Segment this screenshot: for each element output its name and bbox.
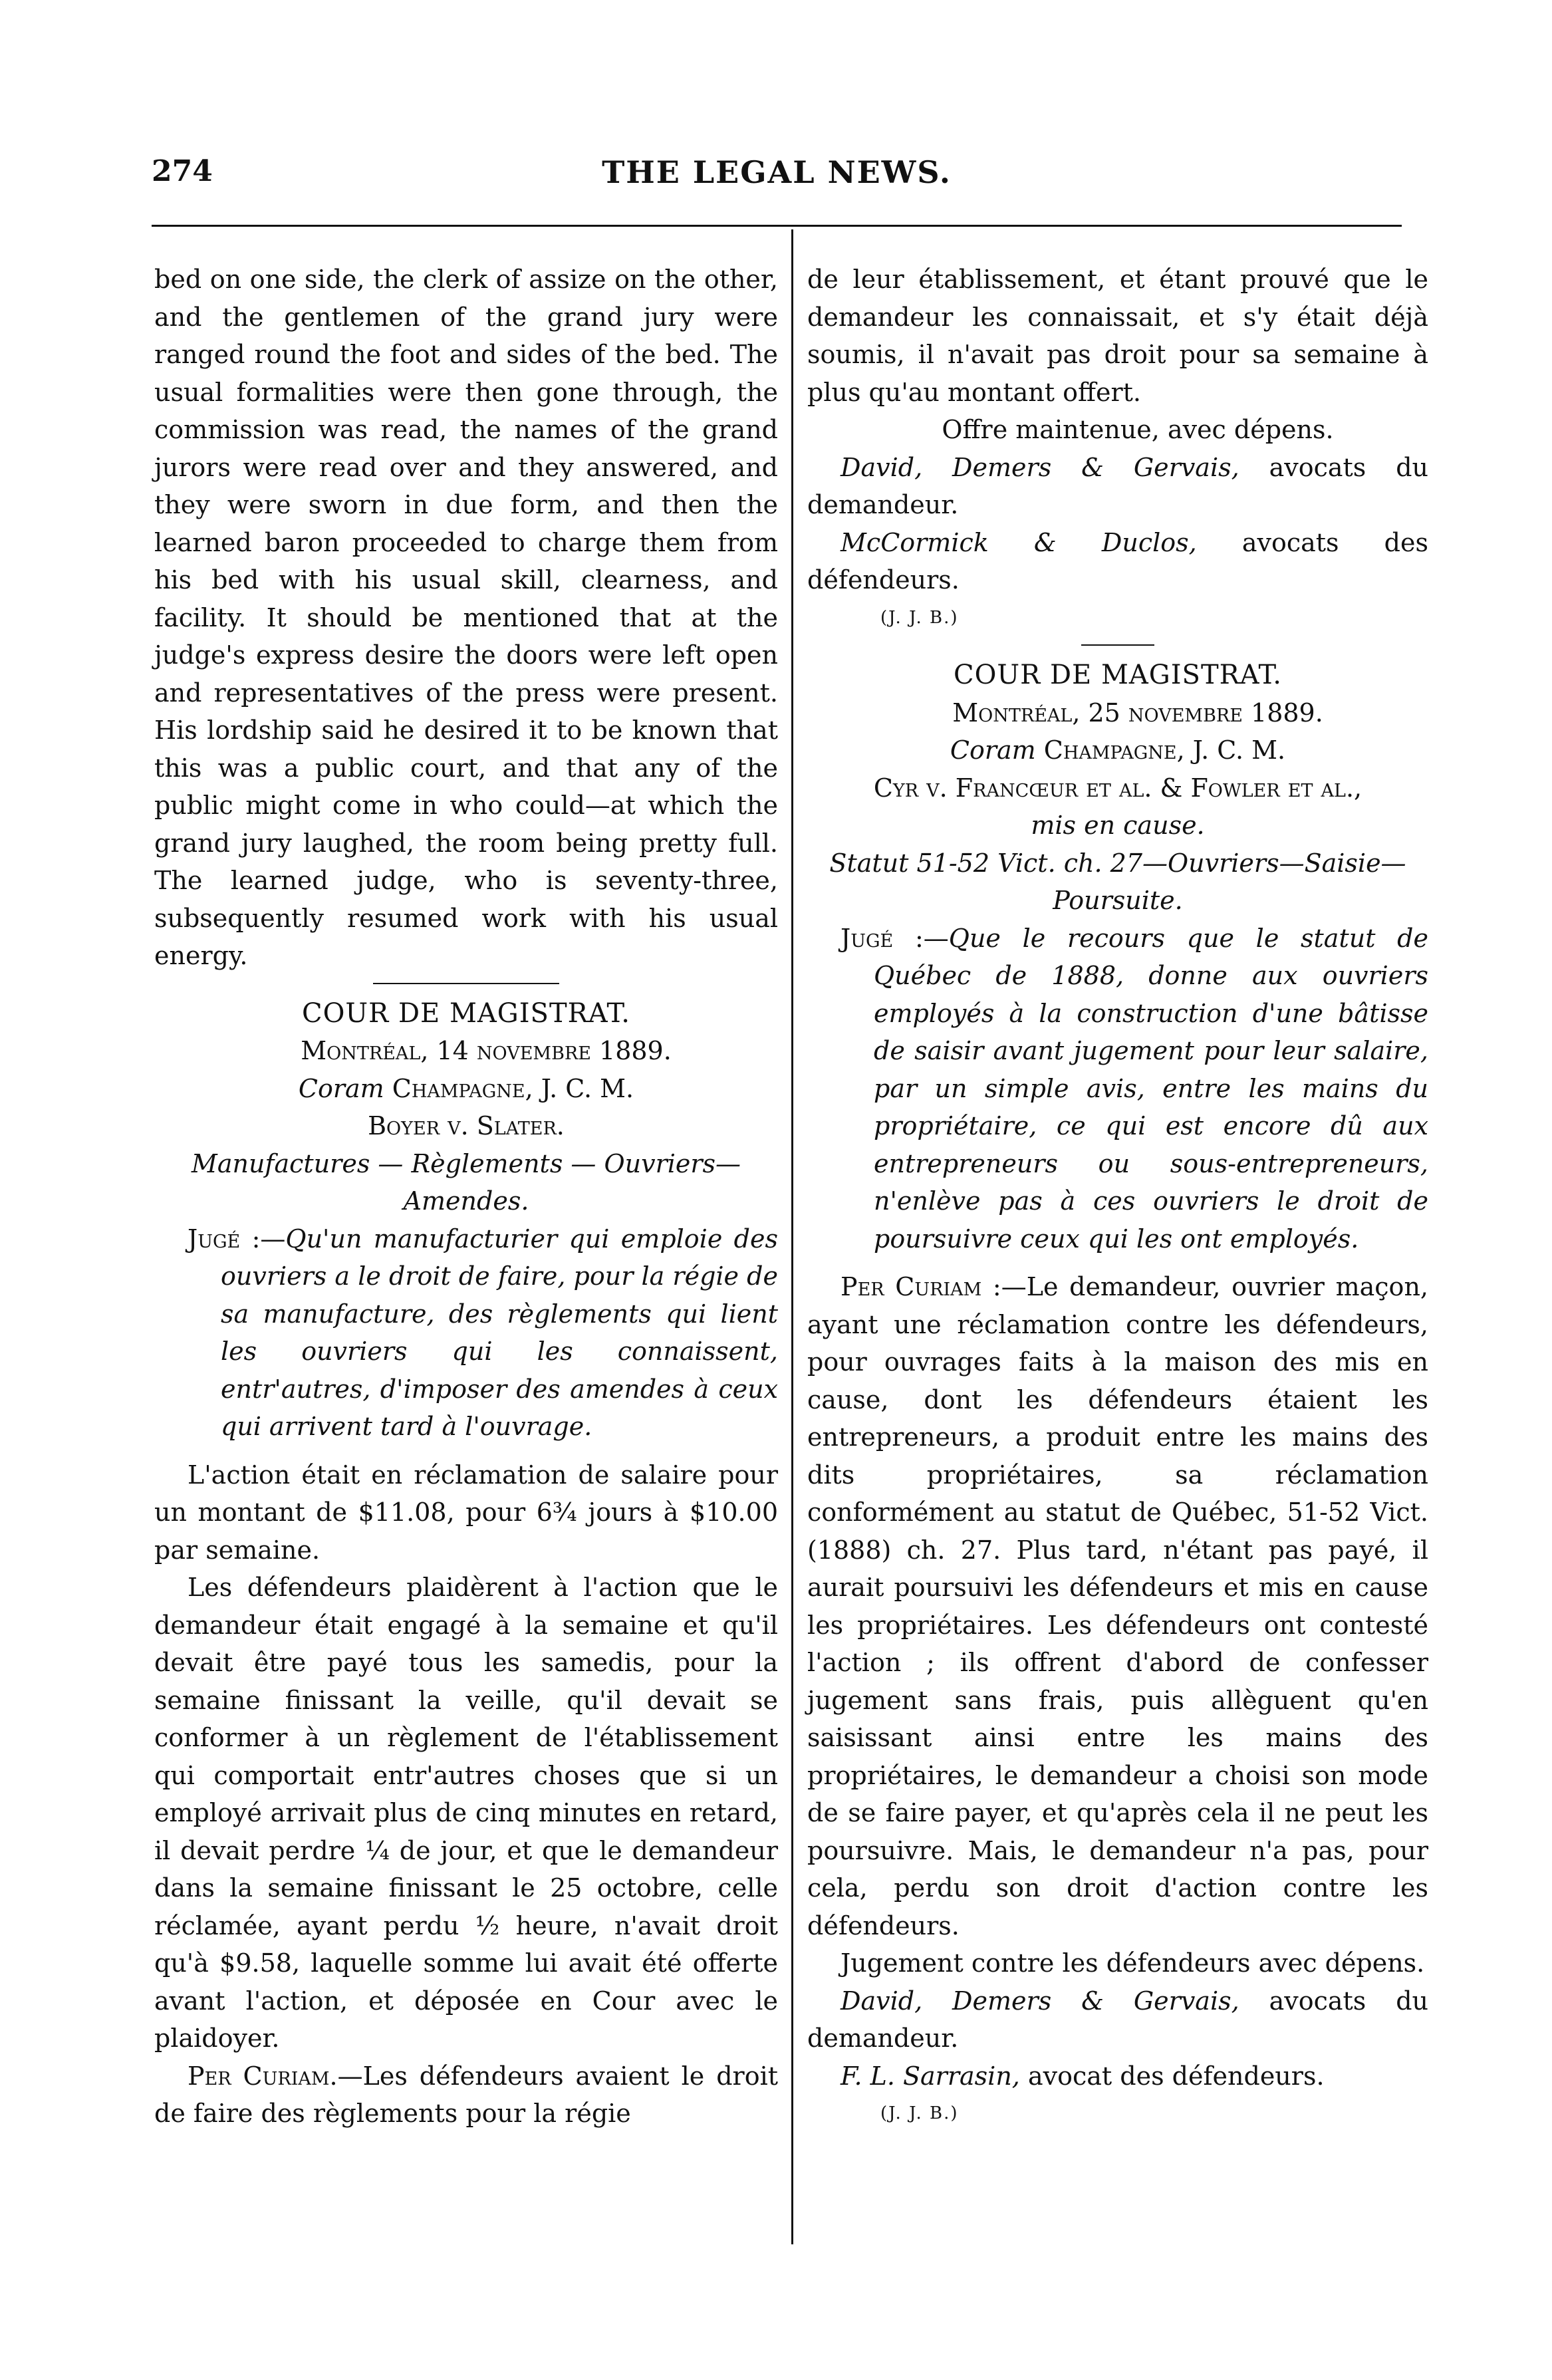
judgment-line: Jugement contre les défendeurs avec dépens. [841,1948,1425,1978]
per-curiam-text: —Les défendeurs avaient le droit de faire des règlements pour la régie [154,2061,779,2128]
header-rule [152,225,1402,227]
coram-line [807,731,1428,769]
paragraph-action: L'action était en réclamation de salaire pour un montant de $11.08, pour 6¾ jours à $10.00 par semaine. [154,1460,778,1565]
page-header [152,154,1402,201]
attorneys-defendants [807,524,1428,599]
coram-prefix: Coram [950,735,1036,765]
case-parties: Boyer v. Slater. [368,1111,565,1140]
case-place-date: Montréal, 25 novembre 1889. [952,698,1323,727]
reporter-initials: (J. J. B.) [880,607,959,628]
spacer [807,1257,1428,1268]
reporter-initials: (J. J. B.) [880,2103,959,2123]
section-separator [373,983,559,984]
attorney-name: F. L. Sarrasin, [841,2061,1020,2091]
attorney-name: McCormick & Duclos, [841,527,1197,557]
case-parties: Cyr v. Francœur et al. & Fowler et al., [873,773,1362,803]
paragraph-continuation: de leur établissement, et étant prouvé que le demandeur les connaissait, et s'y était déjà soumis, il n'avait pas droit pour sa semaine à plus qu'au montant offert. [807,265,1428,407]
holding-text: Que le recours que le statut de Québec de 1888, donne aux ouvriers employés à la construction d'une bâtisse de saisir avant jugement pour leur salaire, par un simple avis, entre les mains du propriétaire, ce qui est encore dû aux entrepreneurs ou sous-entrepreneurs, n'enlève pas à ces ouvriers le droit de poursuivre ceux qui les ont employés. [874,923,1428,1254]
juge-label: Jugé :— [188,1224,286,1254]
attorneys-defendants [807,2057,1428,2095]
attorneys-plaintiff [807,449,1428,524]
right-column [807,261,1428,2133]
case-holding [807,920,1428,1258]
per-curiam-label: Per Curiam. [188,2061,338,2091]
attorney-name: David, Demers & Gervais, [841,452,1239,482]
attorney-name: David, Demers & Gervais, [841,1986,1239,2016]
coram-judge: Champagne, J. C. M. [1043,735,1286,765]
page-number: 274 [152,154,213,188]
left-column [154,261,778,2133]
holding-text: Qu'un manufacturier qui emploie des ouvriers a le droit de faire, pour la régie de sa manufacture, des règlements qui lient les ouvriers qui les connaissent, entr'autres, d'imposer des amendes à ceux qui arrivent tard à l'ouvrage. [221,1224,778,1441]
case-subject: Statut 51-52 Vict. ch. 27—Ouvriers—Saisie—Poursuite. [829,848,1406,915]
column-divider [791,229,793,2244]
juge-label: Jugé :— [841,923,949,953]
per-curiam-text: :—Le demandeur, ouvrier maçon, ayant une réclamation contre les défendeurs, pour ouvrages faits à la maison des mis en cause, dont les défendeurs étaient les entrepreneurs, a produit entre les mains des dits propriétaires, sa réclamation conformément au statut de Québec, 51-52 Vict. (1888) ch. 27. Plus tard, n'étant pas payé, il aurait poursuivi les défendeurs et mis en cause les propriétaires. Les défendeurs ont contesté l'action ; ils offrent d'abord de confesser jugement sans frais, puis allèguent qu'en saisissant ainsi entre les mains des propriétaires, le demandeur a choisi son mode de se faire payer, et qu'après cela il ne peut les poursuivre. Mais, le demandeur n'a pas, pour cela, perdu son droit d'action contre les défendeurs. [807,1272,1428,1940]
attorney-role: avocat des défendeurs. [1019,2061,1325,2091]
attorneys-plaintiff [807,1982,1428,2057]
paragraph-assize-continuation: bed on one side, the clerk of assize on the other, and the gentlemen of the grand jury were ranged round the foot and sides of the bed. The usual formalities were then gone through, the commission was read, the names of the grand jurors were read over and they answered, and they were sworn in due form, and then the learned baron proceeded to charge them from his bed with his usual skill, clearness, and facility. It should be mentioned that at the judge's express desire the doors were left open and representatives of the press were present. His lordship said he desired it to be known that this was a public court, and that any of the public might come in who could—at which the grand jury laughed, the room being pretty full. The learned judge, who is seventy-three, subsequently resumed work with his usual energy. [154,265,778,970]
attorney-role: avocats des défendeurs. [807,527,1428,595]
coram-prefix: Coram [298,1073,384,1103]
attorney-role: avocats du demandeur. [807,1986,1428,2053]
paragraph-per-curiam [807,1268,1428,1944]
paragraph-per-curiam [154,2057,778,2133]
coram-line [154,1070,778,1108]
paragraph-plea: Les défendeurs plaidèrent à l'action que le demandeur était engagé à la semaine et qu'il devait être payé tous les samedis, pour la semaine finissant la veille, qu'il devait se conformer à un règlement de l'établissement qui comportait entr'autres choses que si un employé arrivait plus de cinq minutes en retard, il devait perdre ¼ de jour, et que le demandeur dans la semaine finissant le 25 octobre, celle réclamée, ayant perdu ½ heure, n'avait droit qu'à $9.58, laquelle somme lui avait été offerte avant l'action, et déposée en Cour avec le plaidoyer. [154,1573,778,2053]
case-subject: Manufactures — Règlements — Ouvriers—Amendes. [191,1148,741,1216]
per-curiam-label: Per Curiam [841,1272,982,1301]
section-separator [1081,644,1154,646]
spacer [154,1446,778,1456]
judgment-line: Offre maintenue, avec dépens. [942,415,1334,444]
journal-title: THE LEGAL NEWS. [602,154,952,190]
coram-judge: Champagne, J. C. M. [392,1073,634,1103]
case-place-date: Montréal, 14 novembre 1889. [301,1036,672,1065]
case-holding [154,1220,778,1446]
case-parties-cont: mis en cause. [1031,811,1205,840]
attorney-role: avocats du demandeur. [807,452,1428,519]
case-heading: COUR DE MAGISTRAT. [954,660,1282,690]
case-heading: COUR DE MAGISTRAT. [302,997,630,1029]
